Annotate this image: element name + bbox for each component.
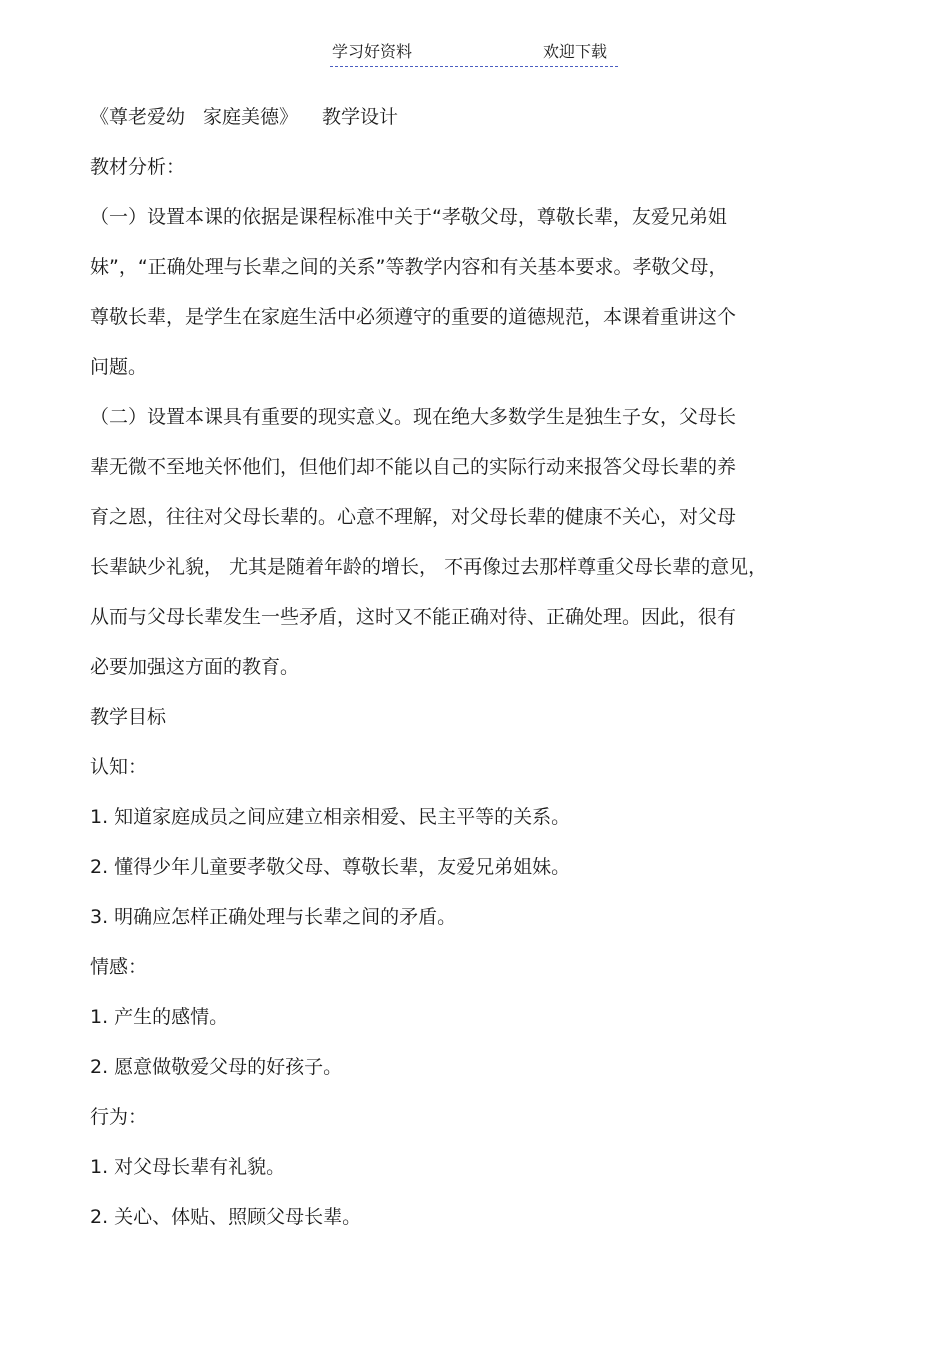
list-item: 2. 愿意做敬爱父母的好孩子。 [90, 1056, 343, 1078]
subheading-emotion: 情感： [90, 956, 148, 978]
document-body [90, 100, 830, 1250]
paragraph-line: 长辈缺少礼貌， 尤其是随着年龄的增长， 不再像过去那样尊重父母长辈的意见， [90, 556, 768, 578]
paragraph-line: （二）设置本课具有重要的现实意义。现在绝大多数学生是独生子女，父母长 [90, 406, 737, 428]
title-part-1: 《尊老爱幼 [90, 106, 186, 128]
list-item: 3. 明确应怎样正确处理与长辈之间的矛盾。 [90, 906, 457, 928]
paragraph-line: 问题。 [90, 356, 148, 378]
list-item: 1. 知道家庭成员之间应建立相亲相爱、民主平等的关系。 [90, 806, 571, 828]
paragraph-line: （一）设置本课的依据是课程标准中关于“孝敬父母，尊敬长辈，友爱兄弟姐 [90, 206, 727, 228]
list-item: 1. 产生的感情。 [90, 1006, 229, 1028]
paragraph-line: 必要加强这方面的教育。 [90, 656, 300, 678]
subheading-cognition: 认知： [90, 756, 148, 778]
document-title [90, 100, 830, 150]
list-item: 2. 关心、体贴、照顾父母长辈。 [90, 1206, 362, 1228]
paragraph-line: 妹”，“正确处理与长辈之间的关系”等教学内容和有关基本要求。孝敬父母， [90, 256, 728, 278]
title-part-2: 家庭美德》 [203, 106, 299, 128]
list-item: 1. 对父母长辈有礼貌。 [90, 1156, 286, 1178]
section-heading-objectives: 教学目标 [90, 706, 167, 728]
paragraph-line: 从而与父母长辈发生一些矛盾，这时又不能正确对待、正确处理。因此，很有 [90, 606, 737, 628]
subheading-behavior: 行为： [90, 1106, 148, 1128]
header-right-text: 欢迎下载 [543, 42, 608, 61]
paragraph-line: 尊敬长辈，是学生在家庭生活中必须遵守的重要的道德规范，本课着重讲这个 [90, 306, 737, 328]
list-item: 2. 懂得少年儿童要孝敬父母、尊敬长辈，友爱兄弟姐妹。 [90, 856, 571, 878]
paragraph-line: 辈无微不至地关怀他们，但他们却不能以自己的实际行动来报答父母长辈的养 [90, 456, 737, 478]
title-part-3: 教学设计 [322, 106, 399, 128]
header-left-text: 学习好资料 [332, 42, 413, 61]
paragraph-line: 育之恩，往往对父母长辈的。心意不理解，对父母长辈的健康不关心，对父母 [90, 506, 737, 528]
section-heading-analysis: 教材分析： [90, 156, 186, 178]
page-header [330, 42, 618, 67]
